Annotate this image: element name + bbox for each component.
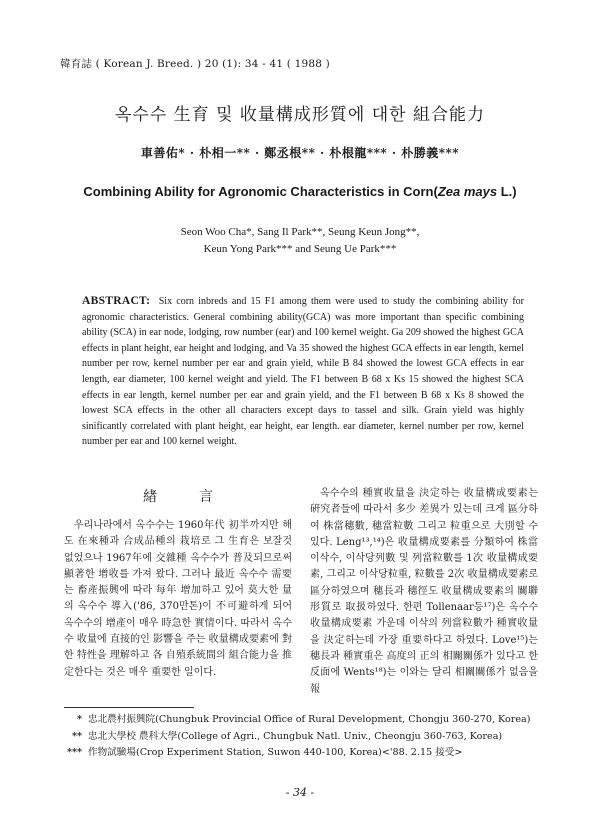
english-authors-line-1: Seon Woo Cha*, Sang Il Park**, Seung Keun Jong**, — [180, 226, 420, 238]
footnote-text: 作物試驗場(Crop Experiment Station, Suwon 440-100, Korea)<'88. 2.15 接受> — [88, 747, 463, 758]
intro-paragraph-left: 우리나라에서 옥수수는 1960年代 初半까지만 해도 在來種과 合成品種의 栽培로 그 生育은 보잘것 없었으나 1967年에 交雜種 옥수수가 普及되므로써 顯著한 增收를 가져 왔다. 그러나 最近 옥수수 需要는 畜產振興에 따라 每年 增加하고 있어 莫大한 量의 옥수수 導入('86, 370만톤)이 不可避하게 되어 옥수수의 增產이 매우 時急한 實情이다. 따라서 옥수수 收量에 直接的인 影響을 주는 收量構成要素에 對한 特性을 理解하고 各 自殖系統間의 組合能力을 推定한다는 것은 매우 重要한 일이다. — [64, 520, 292, 678]
abstract-text: Six corn inbreds and 15 F1 among them were used to study the combining ability for agronomic characteristics. General combining ability(GCA) was more important than specific combining ability (SCA) in ear node, lodging, row number (ear) and 100 kernel weight. Ga 209 showed the highest GCA effects in plant height, ear height and lodging, and Va 35 showed the highest GCA effects in ear length, kernel number per row, kernel number per ear and grain yield, while B 84 showed the lowest GCA effects in ear length, ear diameter, 100 kernel weight and yield. The F1 between B 68 x Ks 15 showed the highest SCA effects in ear length, kernel number per ear and grain yield, and the F1 between B 68 x Ks 8 showed the lowest SCA effects in the other all characters except days to tassel and silk. Grain yield was highly sinificantly correlated with plant height, ear height, ear length. ear diameter, kernel number per row, kernel number per ear and 100 kernel weight. — [82, 296, 525, 448]
footnote-text: 忠北大學校 農科大學(College of Agri., Chungbuk Natl. Univ., Cheongju 360-763, Korea) — [88, 730, 503, 742]
footnote-text: 忠北農村振興院(Chungbuk Provincial Office of Rural Development, Chongju 360-270, Korea) — [88, 714, 531, 725]
english-title — [0, 184, 600, 199]
page-number: - 34 - — [285, 786, 315, 799]
footnote-3 — [60, 745, 540, 762]
body-column-right — [310, 486, 538, 698]
english-authors — [0, 224, 600, 258]
body-column-left — [64, 518, 292, 681]
footnote-2 — [60, 729, 540, 746]
intro-paragraph-right: 옥수수의 種實收量을 決定하는 收量構成要素는 硏究者들에 따라서 多少 差異가 있는데 크게 區分하여 株當穗數, 穗當粒數 그리고 粒重으로 大別할 수 있다. Leng¹³,¹⁴)은 收量構成要素를 分類하여 株當이삭수, 이삭당列數 및 列當粒數를 1次 收量構成要素, 그리고 이삭당粒重, 粒數를 2次 收量構成要素로 區分하였으며 穗長과 穗徑도 收量構成要素의 關聯形質로 取扱하였다. 한편 Tollenaar등¹⁷)은 옥수수 收量構成要素 가운데 이삭의 列當粒數가 種實收量을 決定하는데 가장 重要하다고 하였다. Love¹⁵)는 穗長과 種實重은 高度의 正의 相關關係가 있다고 한 反面에 Wents¹⁸)는 이와는 달리 相關關係가 없음을 報 — [310, 488, 538, 695]
english-title-main: Combining Ability for Agronomic Characteristics in Corn( — [83, 184, 438, 199]
korean-title: 옥수수 生育 및 收量構成形質에 대한 組合能力 — [115, 105, 485, 125]
footnote-mark: *** — [66, 747, 82, 758]
footnote-divider — [64, 707, 194, 708]
english-authors-line-2: Keun Yong Park*** and Seung Ue Park*** — [203, 243, 397, 255]
section-heading-introduction: 緖言 — [143, 489, 255, 505]
journal-citation: 韓育誌 ( Korean J. Breed. ) 20 (1): 34 - 41 ( 1988 ) — [60, 58, 330, 70]
abstract — [82, 294, 524, 450]
english-title-tail: L.) — [497, 184, 517, 199]
footnote-1 — [60, 712, 540, 729]
footnote-mark: * — [76, 714, 82, 725]
species-name: Zea mays — [437, 184, 498, 199]
korean-authors: 車善佑* · 朴相一** · 鄭丞根** · 朴根龍*** · 朴勝義*** — [140, 146, 460, 160]
footnote-mark: ** — [71, 730, 82, 742]
abstract-label: ABSTRACT: — [82, 295, 151, 307]
footnotes — [60, 712, 540, 762]
